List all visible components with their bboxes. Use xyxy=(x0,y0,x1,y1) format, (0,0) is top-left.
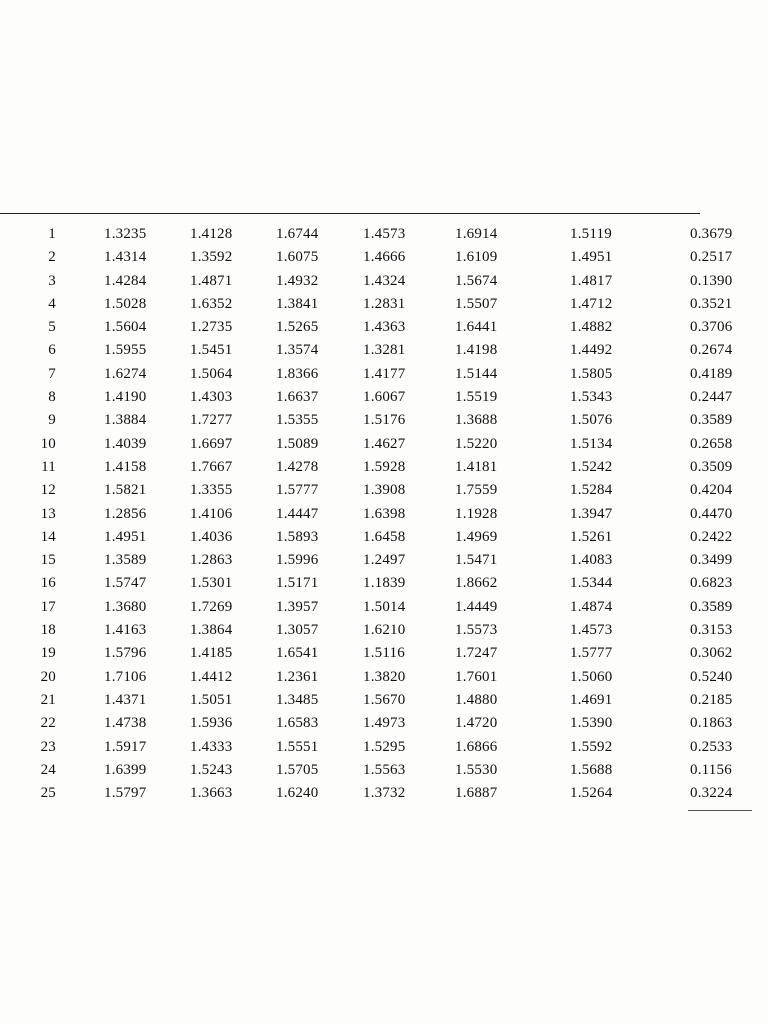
table-cell: 1.4324 xyxy=(363,272,406,289)
table-cell: 0.3062 xyxy=(690,645,733,662)
table-cell: 1.6210 xyxy=(363,622,406,639)
table-cell: 1.6744 xyxy=(276,226,319,242)
table-cell: 1.5242 xyxy=(570,458,613,475)
table-cell: 1.4492 xyxy=(570,342,613,359)
table-cell: 1.4712 xyxy=(570,295,613,312)
row-index: 21 xyxy=(40,691,56,708)
table-cell: 1.1839 xyxy=(363,575,406,592)
row-index: 12 xyxy=(40,482,56,499)
table-cell: 1.4363 xyxy=(363,319,406,336)
row-index: 15 xyxy=(40,552,56,569)
table-cell: 1.3592 xyxy=(190,249,233,266)
row-index: 14 xyxy=(40,528,56,545)
table-cell: 1.6067 xyxy=(363,389,406,406)
table-cell: 1.2863 xyxy=(190,552,233,569)
row-index: 2 xyxy=(48,249,56,266)
table-row xyxy=(0,385,768,408)
table-cell: 1.6583 xyxy=(276,715,319,732)
table-cell: 1.5592 xyxy=(570,738,613,755)
table-cell: 1.4969 xyxy=(455,528,498,545)
table-cell: 1.5821 xyxy=(104,482,147,499)
table-cell: 1.4951 xyxy=(104,528,147,545)
table-cell: 1.4106 xyxy=(190,505,233,522)
table-cell: 1.7667 xyxy=(190,458,233,475)
table-row xyxy=(0,665,768,688)
table-cell: 0.1156 xyxy=(690,761,732,778)
table-cell: 1.5777 xyxy=(276,482,319,499)
table-cell: 1.5670 xyxy=(363,691,406,708)
table-cell: 1.5573 xyxy=(455,622,498,639)
table-cell: 1.5284 xyxy=(570,482,613,499)
table-row xyxy=(0,269,768,292)
table-cell: 0.4470 xyxy=(690,505,733,522)
table-top-rule xyxy=(0,213,700,214)
table-cell: 1.4691 xyxy=(570,691,613,708)
table-row xyxy=(0,618,768,641)
table-row xyxy=(0,245,768,268)
table-cell: 1.1928 xyxy=(455,505,498,522)
table-cell: 1.4314 xyxy=(104,249,147,266)
table-cell: 1.6541 xyxy=(276,645,319,662)
table-cell: 1.6398 xyxy=(363,505,406,522)
table-cell: 1.4738 xyxy=(104,715,147,732)
table-cell: 1.3281 xyxy=(363,342,406,359)
table-cell: 1.5797 xyxy=(104,785,147,802)
table-cell: 1.3663 xyxy=(190,785,233,802)
table-cell: 1.4412 xyxy=(190,668,233,685)
table-cell: 1.5301 xyxy=(190,575,233,592)
table-cell: 1.5955 xyxy=(104,342,147,359)
table-cell: 0.2533 xyxy=(690,738,733,755)
table-cell: 1.4278 xyxy=(276,458,319,475)
table-cell: 1.5688 xyxy=(570,761,613,778)
row-index: 20 xyxy=(40,668,56,685)
table-cell: 1.5928 xyxy=(363,458,406,475)
row-index: 19 xyxy=(40,645,56,662)
table-cell: 1.4720 xyxy=(455,715,498,732)
table-cell: 1.4163 xyxy=(104,622,147,639)
row-index: 5 xyxy=(48,319,56,336)
table-cell: 0.4189 xyxy=(690,365,733,382)
row-index: 3 xyxy=(48,272,56,289)
table-cell: 1.4039 xyxy=(104,435,147,452)
table-cell: 1.4627 xyxy=(363,435,406,452)
table-row xyxy=(0,502,768,525)
table-cell: 1.4666 xyxy=(363,249,406,266)
table-cell: 1.4181 xyxy=(455,458,498,475)
table-row xyxy=(0,292,768,315)
table-cell: 1.4573 xyxy=(570,622,613,639)
table-row xyxy=(0,478,768,501)
table-cell: 1.3589 xyxy=(104,552,147,569)
table-cell: 1.5144 xyxy=(455,365,498,382)
table-cell: 1.3957 xyxy=(276,598,319,615)
table-cell: 1.5176 xyxy=(363,412,406,429)
table-cell: 0.1863 xyxy=(690,715,733,732)
row-index: 6 xyxy=(48,342,56,359)
table-cell: 1.5604 xyxy=(104,319,147,336)
table-cell: 1.5551 xyxy=(276,738,319,755)
table-cell: 1.7247 xyxy=(455,645,498,662)
table-cell: 1.5805 xyxy=(570,365,613,382)
row-index: 16 xyxy=(40,575,56,592)
table-cell: 1.5051 xyxy=(190,691,233,708)
table-cell: 1.5674 xyxy=(455,272,498,289)
table-cell: 0.3509 xyxy=(690,458,733,475)
table-cell: 1.3841 xyxy=(276,295,319,312)
row-index: 9 xyxy=(48,412,56,429)
table-cell: 1.6458 xyxy=(363,528,406,545)
table-cell: 1.5390 xyxy=(570,715,613,732)
table-cell: 1.5089 xyxy=(276,435,319,452)
table-cell: 1.6914 xyxy=(455,226,498,242)
table-cell: 1.3485 xyxy=(276,691,319,708)
table-cell: 1.4951 xyxy=(570,249,613,266)
table-cell: 1.7106 xyxy=(104,668,147,685)
table-cell: 0.2447 xyxy=(690,389,733,406)
table-cell: 0.2674 xyxy=(690,342,733,359)
table-row xyxy=(0,222,768,245)
table-cell: 1.5028 xyxy=(104,295,147,312)
table-row xyxy=(0,548,768,571)
table-cell: 0.5240 xyxy=(690,668,733,685)
row-index: 4 xyxy=(48,295,56,312)
table-cell: 1.5777 xyxy=(570,645,613,662)
table-cell: 1.7269 xyxy=(190,598,233,615)
row-index: 10 xyxy=(40,435,56,452)
table-cell: 1.2831 xyxy=(363,295,406,312)
table-row xyxy=(0,571,768,594)
table-row xyxy=(0,758,768,781)
table-cell: 1.5295 xyxy=(363,738,406,755)
table-cell: 1.5343 xyxy=(570,389,613,406)
table-row xyxy=(0,525,768,548)
table-row xyxy=(0,362,768,385)
table-cell: 1.6887 xyxy=(455,785,498,802)
table-cell: 1.3355 xyxy=(190,482,233,499)
table-cell: 1.5705 xyxy=(276,761,319,778)
row-index: 11 xyxy=(41,458,56,475)
table-cell: 1.5134 xyxy=(570,435,613,452)
table-cell: 1.5243 xyxy=(190,761,233,778)
table-cell: 1.5064 xyxy=(190,365,233,382)
table-cell: 0.2185 xyxy=(690,691,733,708)
table-cell: 1.5014 xyxy=(363,598,406,615)
row-index: 25 xyxy=(40,785,56,802)
table-cell: 1.5893 xyxy=(276,528,319,545)
table-cell: 1.4871 xyxy=(190,272,233,289)
table-cell: 1.7601 xyxy=(455,668,498,685)
table-cell: 1.5060 xyxy=(570,668,613,685)
table-cell: 1.4303 xyxy=(190,389,233,406)
table-cell: 1.3680 xyxy=(104,598,147,615)
table-cell: 0.1390 xyxy=(690,272,733,289)
table-cell: 1.4185 xyxy=(190,645,233,662)
table-cell: 1.7559 xyxy=(455,482,498,499)
table-cell: 1.4880 xyxy=(455,691,498,708)
table-cell: 1.4128 xyxy=(190,226,233,242)
row-index: 18 xyxy=(40,622,56,639)
table-cell: 1.4083 xyxy=(570,552,613,569)
table-cell: 1.6075 xyxy=(276,249,319,266)
table-cell: 1.4932 xyxy=(276,272,319,289)
table-row xyxy=(0,688,768,711)
table-cell: 0.2517 xyxy=(690,249,733,266)
row-index: 22 xyxy=(40,715,56,732)
table-cell: 1.5344 xyxy=(570,575,613,592)
table-cell: 1.5507 xyxy=(455,295,498,312)
table-row xyxy=(0,338,768,361)
table-cell: 0.2658 xyxy=(690,435,733,452)
table-cell: 1.5996 xyxy=(276,552,319,569)
table-cell: 1.4190 xyxy=(104,389,147,406)
table-cell: 1.5116 xyxy=(363,645,405,662)
table-row xyxy=(0,432,768,455)
table-cell: 1.5355 xyxy=(276,412,319,429)
table-cell: 0.3589 xyxy=(690,412,733,429)
table-cell: 1.2735 xyxy=(190,319,233,336)
table-cell: 1.6240 xyxy=(276,785,319,802)
table-cell: 1.3057 xyxy=(276,622,319,639)
table-cell: 1.4284 xyxy=(104,272,147,289)
table-cell: 1.4573 xyxy=(363,226,406,242)
table-cell: 0.4204 xyxy=(690,482,733,499)
row-index: 13 xyxy=(40,505,56,522)
table-cell: 0.6823 xyxy=(690,575,733,592)
table-cell: 1.4817 xyxy=(570,272,613,289)
table-row xyxy=(0,711,768,734)
table-cell: 1.5076 xyxy=(570,412,613,429)
table-cell: 1.5530 xyxy=(455,761,498,778)
table-cell: 1.5917 xyxy=(104,738,147,755)
table-cell: 1.3732 xyxy=(363,785,406,802)
table-bottom-rule xyxy=(688,810,752,811)
table-cell: 0.3521 xyxy=(690,295,733,312)
table-cell: 1.5796 xyxy=(104,645,147,662)
table-cell: 1.6441 xyxy=(455,319,498,336)
table-cell: 1.4882 xyxy=(570,319,613,336)
table-cell: 1.4371 xyxy=(104,691,147,708)
table-cell: 1.3820 xyxy=(363,668,406,685)
table-cell: 1.5519 xyxy=(455,389,498,406)
table-row xyxy=(0,781,768,804)
table-cell: 1.4036 xyxy=(190,528,233,545)
table-cell: 1.5264 xyxy=(570,785,613,802)
table-cell: 1.8366 xyxy=(276,365,319,382)
table-cell: 1.6637 xyxy=(276,389,319,406)
table-cell: 0.3499 xyxy=(690,552,733,569)
table-cell: 1.4447 xyxy=(276,505,319,522)
row-index: 7 xyxy=(48,365,56,382)
table-cell: 1.4158 xyxy=(104,458,147,475)
table-row xyxy=(0,455,768,478)
table-cell: 0.3589 xyxy=(690,598,733,615)
table-cell: 1.5261 xyxy=(570,528,613,545)
row-index: 8 xyxy=(48,389,56,406)
table-cell: 0.3224 xyxy=(690,785,733,802)
table-cell: 1.7277 xyxy=(190,412,233,429)
table-cell: 1.3947 xyxy=(570,505,613,522)
table-row xyxy=(0,735,768,758)
table-cell: 1.4198 xyxy=(455,342,498,359)
table-cell: 1.3688 xyxy=(455,412,498,429)
table-cell: 1.5220 xyxy=(455,435,498,452)
table-cell: 1.6697 xyxy=(190,435,233,452)
table-cell: 1.3884 xyxy=(104,412,147,429)
table-cell: 1.6109 xyxy=(455,249,498,266)
table-cell: 1.6274 xyxy=(104,365,147,382)
table-cell: 0.3706 xyxy=(690,319,733,336)
table-cell: 1.3574 xyxy=(276,342,319,359)
table-row xyxy=(0,641,768,664)
table-cell: 1.5936 xyxy=(190,715,233,732)
table-cell: 1.4449 xyxy=(455,598,498,615)
row-index: 17 xyxy=(40,598,56,615)
table-cell: 1.6399 xyxy=(104,761,147,778)
table-cell: 1.4177 xyxy=(363,365,406,382)
row-index: 1 xyxy=(48,226,56,242)
table-cell: 1.3908 xyxy=(363,482,406,499)
table-cell: 1.5451 xyxy=(190,342,233,359)
table-cell: 1.5265 xyxy=(276,319,319,336)
table-cell: 1.4874 xyxy=(570,598,613,615)
table-cell: 0.3679 xyxy=(690,226,733,242)
table-cell: 1.5747 xyxy=(104,575,147,592)
row-index: 23 xyxy=(40,738,56,755)
table-cell: 1.5471 xyxy=(455,552,498,569)
table-cell: 1.6352 xyxy=(190,295,233,312)
table-cell: 1.4973 xyxy=(363,715,406,732)
table-cell: 1.2497 xyxy=(363,552,406,569)
table-cell: 1.3235 xyxy=(104,226,147,242)
table-cell: 0.3153 xyxy=(690,622,733,639)
table-row xyxy=(0,408,768,431)
table-row xyxy=(0,315,768,338)
table-row xyxy=(0,595,768,618)
row-index: 24 xyxy=(40,761,56,778)
table-cell: 0.2422 xyxy=(690,528,733,545)
data-table xyxy=(0,222,768,804)
table-cell: 1.5171 xyxy=(276,575,319,592)
table-cell: 1.2361 xyxy=(276,668,319,685)
table-cell: 1.3864 xyxy=(190,622,233,639)
table-cell: 1.4333 xyxy=(190,738,233,755)
table-cell: 1.8662 xyxy=(455,575,498,592)
table-cell: 1.5119 xyxy=(570,226,612,242)
table-cell: 1.5563 xyxy=(363,761,406,778)
table-cell: 1.2856 xyxy=(104,505,147,522)
table-cell: 1.6866 xyxy=(455,738,498,755)
